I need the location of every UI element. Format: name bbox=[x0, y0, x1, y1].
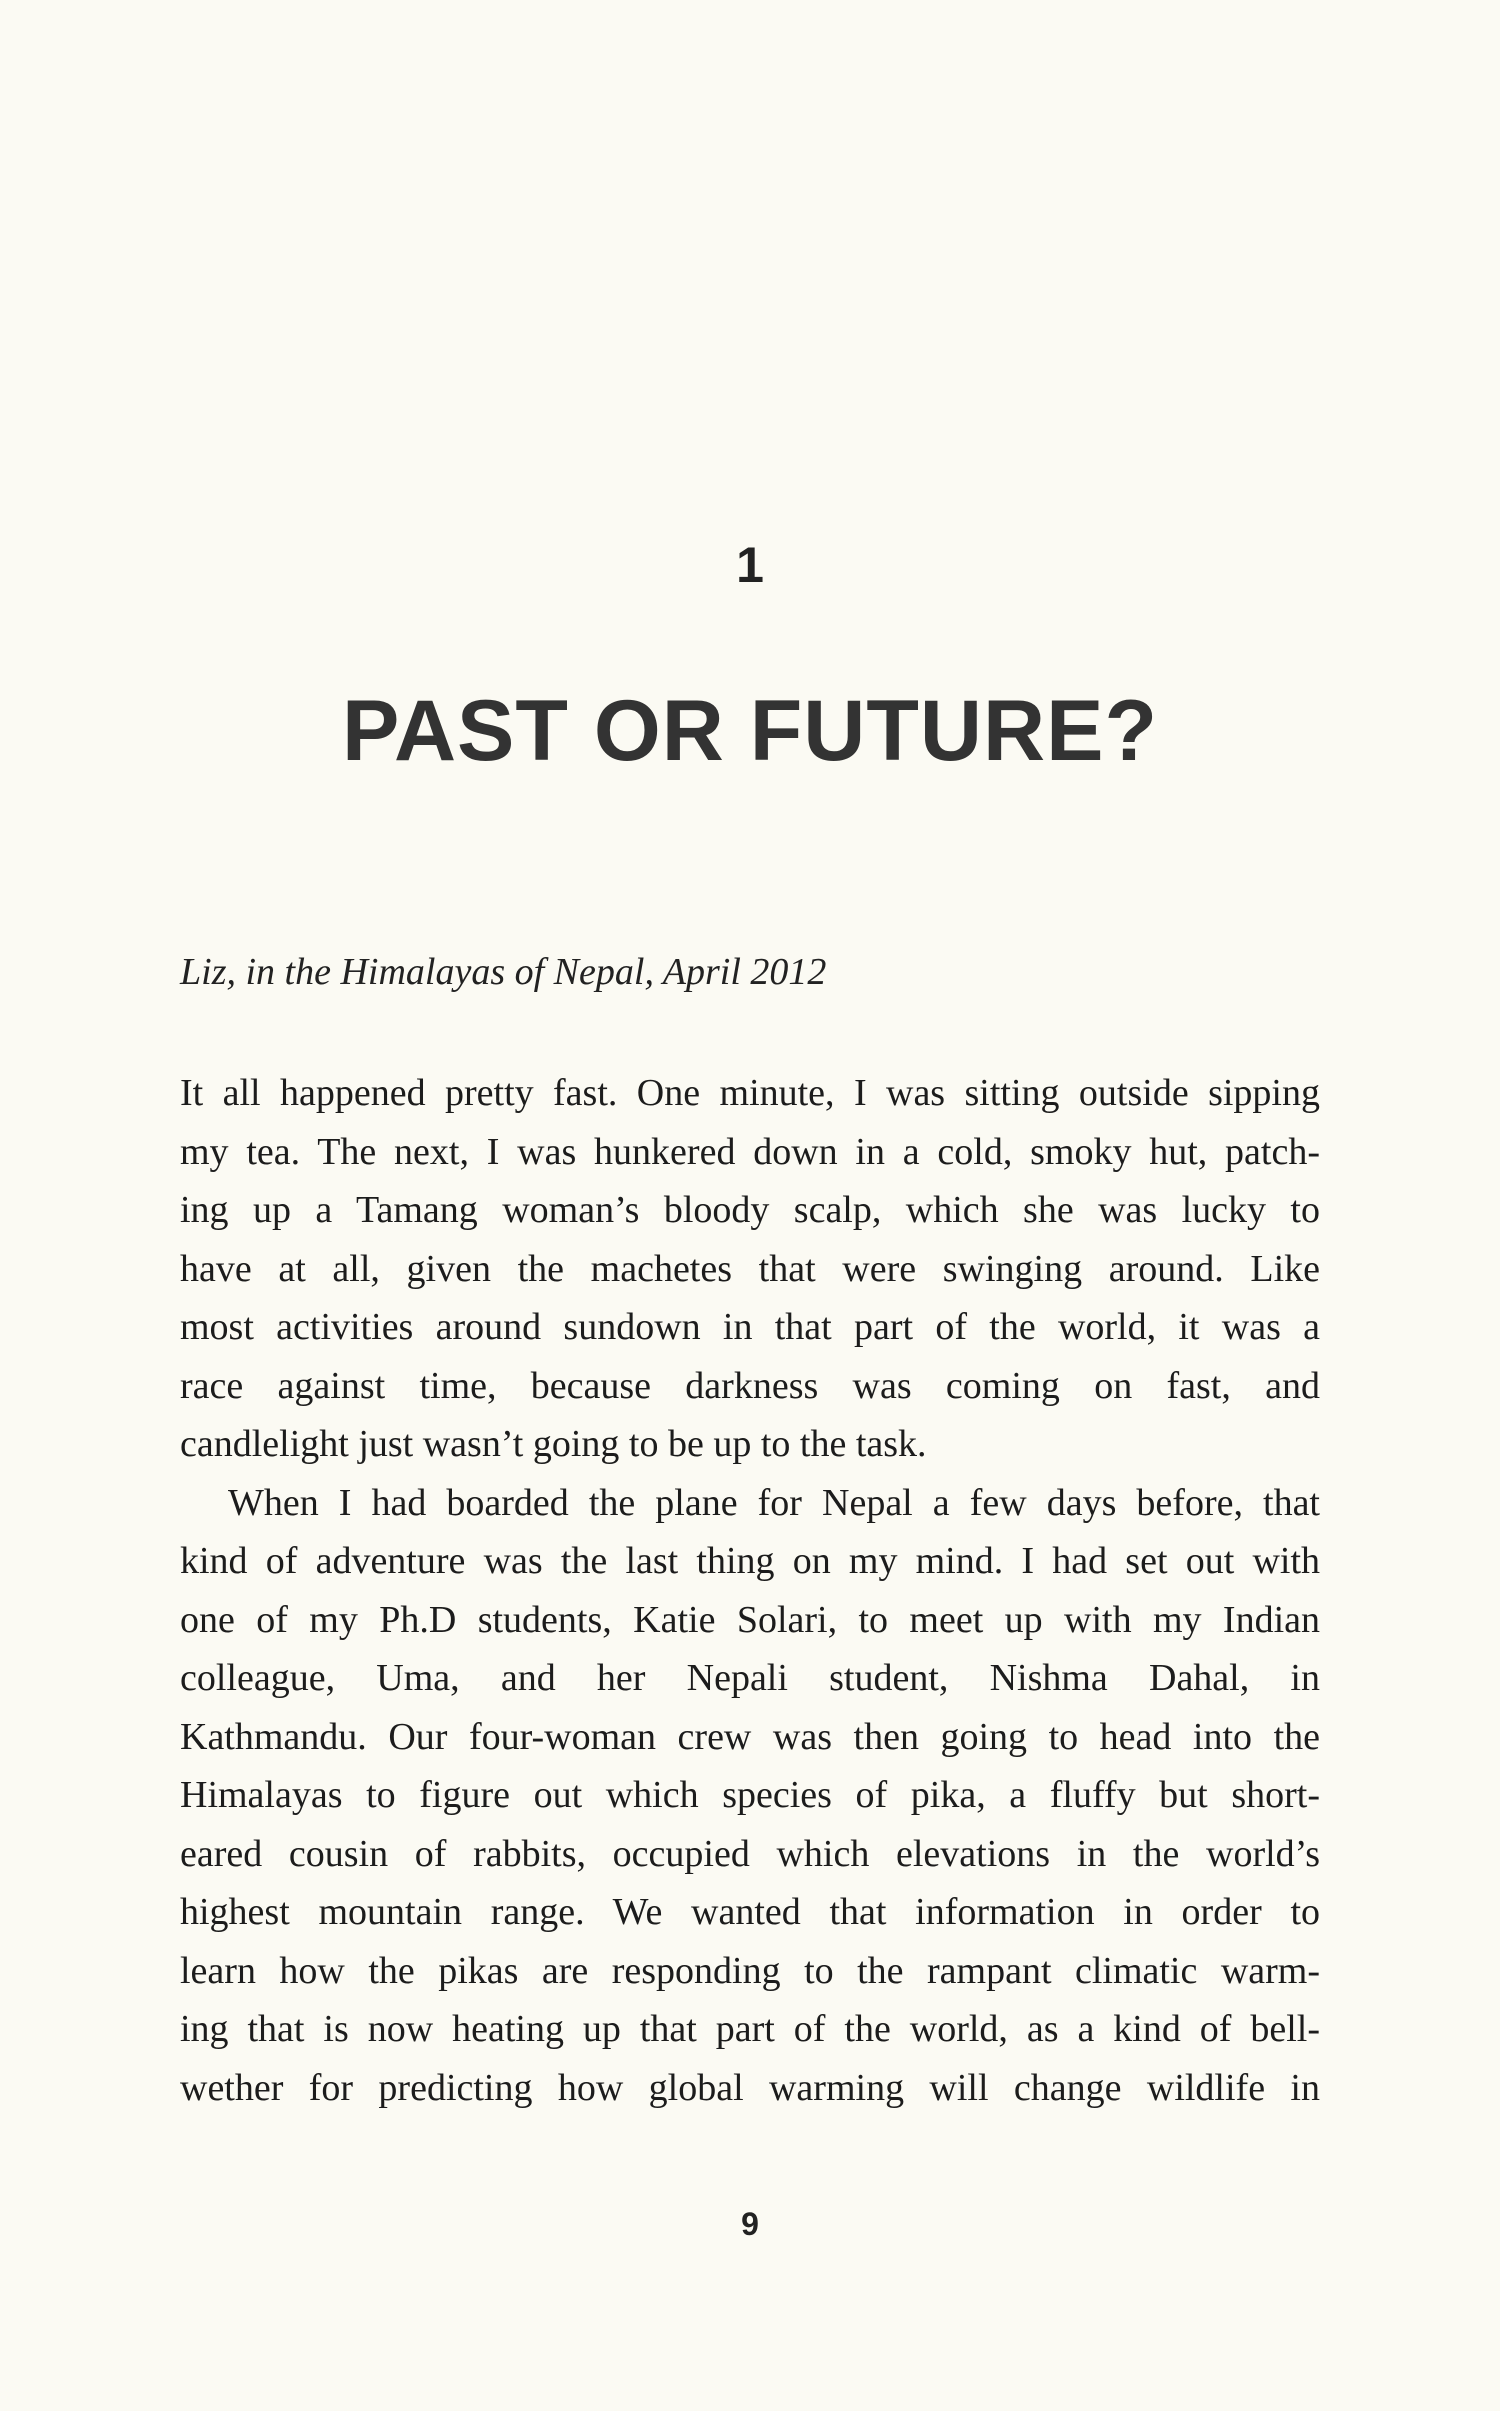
text-line: ing up a Tamang woman’s bloody scalp, which she was lucky to bbox=[180, 1189, 1320, 1231]
text-line: When I had boarded the plane for Nepal a few days before, that bbox=[228, 1481, 1320, 1524]
body-text bbox=[180, 1064, 1320, 2117]
text-line: one of my Ph.D students, Katie Solari, to meet up with my Indian bbox=[180, 1598, 1320, 1641]
text-line: learn how the pikas are responding to the rampant climatic warm- bbox=[180, 1949, 1320, 1992]
chapter-epigraph: Liz, in the Himalayas of Nepal, April 2012 bbox=[180, 951, 827, 993]
chapter-title: PAST OR FUTURE? bbox=[341, 683, 1159, 779]
text-line: highest mountain range. We wanted that information in order to bbox=[180, 1891, 1320, 1933]
text-line: Himalayas to figure out which species of pika, a fluffy but short- bbox=[180, 1774, 1320, 1816]
text-line: my tea. The next, I was hunkered down in a cold, smoky hut, patch- bbox=[180, 1130, 1320, 1173]
text-line: Kathmandu. Our four-woman crew was then going to head into the bbox=[180, 1715, 1320, 1758]
text-line: It all happened pretty fast. One minute, I was sitting outside sipping bbox=[180, 1072, 1320, 1114]
text-line: kind of adventure was the last thing on my mind. I had set out with bbox=[180, 1540, 1320, 1582]
text-line: race against time, because darkness was coming on fast, and bbox=[180, 1364, 1320, 1407]
text-line: colleague, Uma, and her Nepali student, Nishma Dahal, in bbox=[180, 1657, 1320, 1699]
text-line: have at all, given the machetes that were swinging around. Like bbox=[180, 1247, 1320, 1290]
text-line: most activities around sundown in that part of the world, it was a bbox=[180, 1306, 1320, 1348]
text-line: wether for predicting how global warming will change wildlife in bbox=[180, 2066, 1320, 2109]
chapter-number: 1 bbox=[736, 537, 764, 593]
text-line: eared cousin of rabbits, occupied which elevations in the world’s bbox=[180, 1832, 1320, 1875]
page-number: 9 bbox=[741, 2206, 759, 2242]
text-line: ing that is now heating up that part of the world, as a kind of bell- bbox=[180, 2008, 1320, 2050]
text-line: candlelight just wasn’t going to be up to the task. bbox=[180, 1423, 927, 1465]
